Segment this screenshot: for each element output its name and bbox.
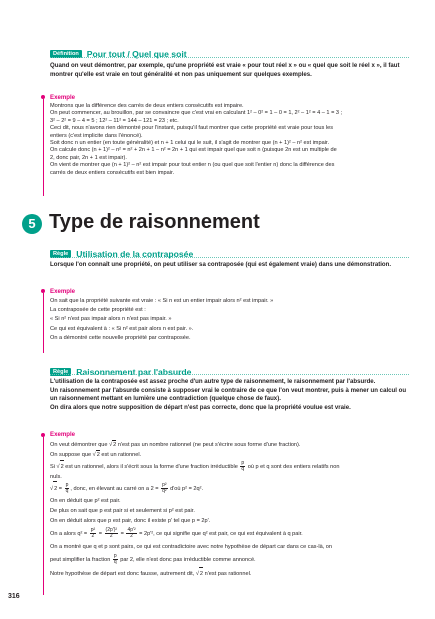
rule-contraposee-text: Lorsque l'on connaît une propriété, on peut utiliser sa contraposée (qui est également vraie) dans une démonstration. — [50, 261, 392, 268]
example-line: On en déduit alors que p est pair, donc il existe p' tel que p = 2p'. — [50, 518, 211, 524]
text: Si — [50, 464, 57, 470]
numerator: p — [113, 552, 117, 559]
example-line: carrés de deux entiers consécutifs est bien impair. — [50, 169, 175, 176]
example-line — [50, 553, 418, 567]
text: n'est pas un nombre rationnel (ne peut s'écrire sous forme d'une fraction). — [116, 442, 301, 448]
rule-tag: Règle — [50, 368, 71, 376]
text: où p et q sont des entiers relatifs non — [246, 464, 340, 470]
rule-tag: Règle — [50, 250, 71, 258]
example-label: Exemple — [50, 288, 76, 295]
fraction — [161, 483, 167, 495]
radicand: 2 — [53, 481, 57, 496]
denominator: 2 — [91, 533, 95, 540]
text: = — [57, 486, 64, 492]
text: On veut démontrer que — [50, 442, 110, 448]
example-line — [50, 526, 418, 542]
fraction — [113, 554, 118, 566]
denominator: 2 — [109, 533, 113, 540]
rule-divider — [50, 257, 409, 258]
text: = — [97, 531, 104, 537]
denominator: q — [65, 488, 69, 495]
fraction — [65, 483, 70, 495]
text: On suppose que — [50, 452, 93, 458]
fraction — [105, 528, 119, 540]
example-line: On calcule donc (n + 1)² – n² = n² + 2n + 1 – n² = 2n + 1 qui est impair quel que soit n (puisque 2n est un multiple de — [50, 147, 337, 154]
numerator: 4p'² — [127, 526, 136, 533]
radicand: 2 — [113, 442, 117, 448]
example-line: On vient de montrer que (n + 1)² – n² est impair pour tout entier n (ou quel que soit l'entier n) donc la différence des — [50, 162, 335, 169]
example-line — [50, 481, 418, 496]
definition-header — [50, 45, 187, 63]
example-line: 3² – 2² = 9 – 4 = 5 ; 12² – 11² = 144 – 121 = 23 ; etc. — [50, 117, 179, 124]
example-line: On en déduit que p² est pair. — [50, 498, 121, 504]
example-line — [50, 567, 418, 580]
text: On a alors q² = — [50, 531, 89, 537]
example-label: Exemple — [50, 94, 76, 101]
text: n'est pas rationnel. — [203, 571, 252, 577]
rule-title: Utilisation de la contraposée — [76, 248, 194, 259]
numerator: p — [241, 459, 245, 466]
fraction — [90, 528, 96, 540]
example-line: On peut commencer, au brouillon, par se convaincre que c'est vrai en calculant 1² – 0² = 1 – 0 = 1, 2² – 1² = 4 – 1 = 3 ; — [50, 110, 343, 117]
numerator: (2p')² — [105, 526, 118, 533]
fraction — [240, 461, 245, 473]
example-line: On a démontré cette nouvelle propriété par contraposée. — [50, 334, 191, 341]
example-line: nuls. — [50, 474, 62, 480]
fraction — [126, 528, 136, 540]
text: , donc, en élevant au carré on a 2 = — [70, 486, 161, 492]
example-line: 2, donc pair, 2n + 1 est impair). — [50, 154, 127, 161]
text: est un rationnel. — [99, 452, 142, 458]
example-line: Ce qui est équivalent à : « Si n² est pair alors n est pair. ». — [50, 325, 194, 332]
example-line — [50, 460, 418, 473]
numerator: p — [65, 481, 69, 488]
example-line: La contraposée de cette propriété est : — [50, 307, 146, 314]
rule-paragraph: L'utilisation de la contraposée est assez proche d'un autre type de raisonnement, le raisonnement par l'absurde. — [50, 378, 376, 385]
section-title: Type de raisonnement — [49, 211, 260, 233]
example-line: « Si n² n'est pas impair alors n n'est pas impair. » — [50, 316, 172, 323]
example-bar — [43, 437, 44, 595]
definition-text: Quand on veut démontrer, par exemple, qu'une propriété est vraie « pour tout réel x » ou « quel que soit le réel x », il faut montrer qu'elle est vraie en tout généralité et non pas uniquement sur quelques exemples. — [50, 62, 400, 78]
definition-tag: Définition — [50, 50, 82, 58]
example-label: Exemple — [50, 431, 76, 438]
example-body — [50, 440, 418, 580]
rule-absurde-text — [50, 378, 414, 412]
rule-paragraph: Un raisonnement par l'absurde consiste à supposer vrai le contraire de ce que l'on veut montrer, puis à mener un calcul ou un raisonnement mettant en lumière une contradiction (quelque chose de faux). — [50, 386, 407, 403]
example-line: On sait que la propriété suivante est vraie : « Si n est un entier impair alors n² est impair. » — [50, 298, 274, 304]
text: Notre hypothèse de départ est donc fausse, autrement dit, — [50, 571, 196, 577]
example-line — [50, 440, 418, 450]
denominator: q — [113, 559, 117, 566]
text: peut simplifier la fraction — [50, 557, 112, 563]
example-bar — [43, 293, 44, 353]
example-line: Ceci dit, nous n'avons rien démontré pour l'instant, puisqu'il faut montrer que cette propriété est vraie pour tous les — [50, 125, 334, 132]
text: par 2, elle n'est donc pas irréductible comme annoncé. — [118, 557, 256, 563]
text: est un rationnel, alors il s'écrit sous la forme d'une fraction irréductible — [63, 464, 240, 470]
definition-title: Pour tout / Quel que soit — [86, 48, 187, 59]
numerator: p² — [90, 526, 96, 533]
example-line: De plus on sait que p est pair si et seulement si p² est pair. — [50, 508, 195, 514]
radicand: 2 — [96, 452, 100, 458]
page-number: 316 — [8, 593, 20, 600]
example-line — [50, 450, 418, 460]
example-body — [50, 103, 415, 177]
rule-paragraph: On dira alors que notre supposition de départ n'est pas correcte, donc que la propriété voulue est vraie. — [50, 403, 351, 411]
text: = — [119, 531, 126, 537]
radicand: 2 — [60, 460, 64, 473]
text: d'où p² = 2q². — [168, 486, 204, 492]
example-bar — [43, 99, 44, 196]
rule-divider — [50, 374, 409, 375]
denominator: 2 — [130, 533, 133, 540]
text: = 2p'², ce qui signifie que q² est pair, ce qui est équivalent à q pair. — [137, 531, 303, 537]
example-line: Montrons que la différence des carrés de deux entiers consécutifs est impaire. — [50, 103, 244, 109]
example-line: On a montré que q et p sont pairs, ce qui est contradictoire avec notre hypothèse de départ car dans ce cas-là, on — [50, 544, 333, 550]
section-number-badge: 5 — [22, 214, 42, 234]
numerator: p² — [162, 481, 167, 488]
example-line: entiers (c'est implicite dans l'énoncé). — [50, 132, 143, 139]
example-body — [50, 297, 273, 343]
example-line: Soit donc n un entier (en toute généralité) et n + 1 celui qui le suit, il s'agit de montrer que (n + 1)² – n² est impair. — [50, 140, 330, 147]
denominator: q — [241, 466, 245, 473]
definition-divider — [50, 57, 409, 58]
denominator: q² — [162, 488, 167, 495]
rule-title: Raisonnement par l'absurde — [76, 366, 192, 377]
radicand: 2 — [199, 567, 203, 580]
